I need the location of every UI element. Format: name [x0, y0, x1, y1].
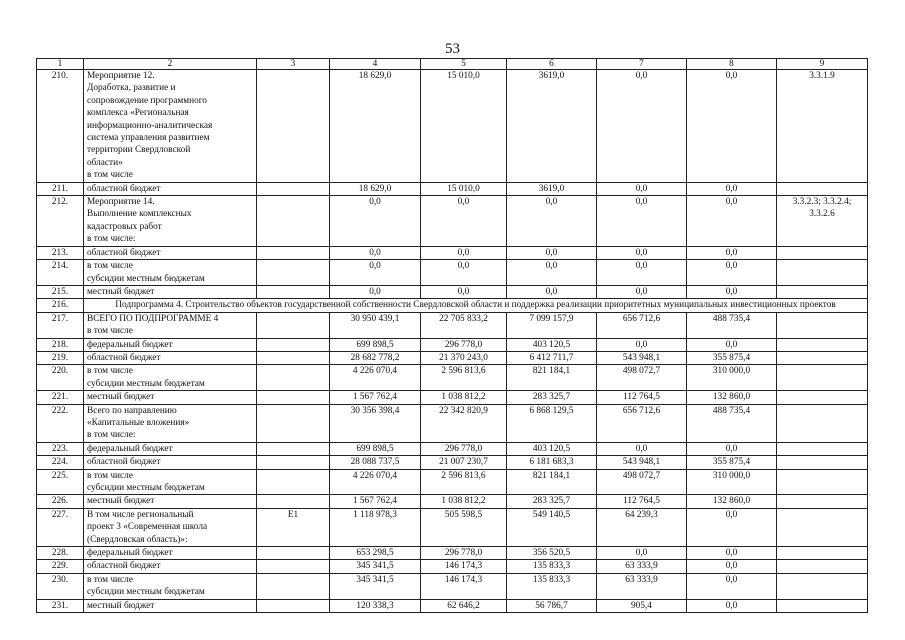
amount-4: 699 898,5: [330, 338, 421, 351]
amount-7: 0,0: [597, 70, 687, 183]
item-name: [84, 469, 257, 495]
item-name-line: в том числе:: [87, 430, 136, 441]
target-indicator: [777, 260, 868, 286]
amount-7: 63 333,9: [597, 573, 687, 599]
amount-7: 0,0: [597, 196, 687, 247]
project-code: [257, 182, 330, 195]
item-name-line: субсидии местным бюджетам: [87, 483, 205, 493]
amount-4: 4 226 070,4: [330, 365, 421, 391]
table-row: [37, 312, 868, 338]
amount-4: 1 567 762,4: [330, 391, 421, 404]
amount-4: 345 341,5: [330, 573, 421, 599]
amount-7: 656 712,6: [597, 312, 687, 338]
target-indicator-line: 3.3.2.6: [809, 209, 835, 220]
amount-8: 0,0: [687, 70, 777, 183]
amount-6: 7 099 157,9: [507, 312, 597, 338]
subprogram-title: Подпрограмма 4. Строительство объектов государственной собственности Свердловской области и поддержка реализации приоритетных муниципальных инвестиционных проектов: [84, 299, 868, 312]
row-number: 216.: [37, 299, 84, 312]
row-number: 212.: [37, 196, 84, 247]
table-row: [37, 599, 868, 612]
amount-5: 21 007 230,7: [421, 456, 507, 469]
item-name-line: федеральный бюджет: [87, 443, 173, 454]
item-name-line: местный бюджет: [87, 286, 155, 297]
amount-7: 0,0: [597, 182, 687, 195]
amount-8: 310 000,0: [687, 365, 777, 391]
amount-5: 1 038 812,2: [421, 495, 507, 508]
amount-4: 699 898,5: [330, 442, 421, 455]
table-row: [37, 285, 868, 298]
item-name: [84, 365, 257, 391]
amount-7: 656 712,6: [597, 404, 687, 442]
row-number: 222.: [37, 404, 84, 442]
item-name-line: местный бюджет: [87, 496, 155, 507]
target-indicator-line: 3.3.2.3; 3.3.2.4;: [792, 197, 852, 208]
table-row: [37, 246, 868, 259]
amount-6: 6 868 129,5: [507, 404, 597, 442]
row-number: 218.: [37, 338, 84, 351]
item-name: [84, 246, 257, 259]
amount-7: 0,0: [597, 285, 687, 298]
item-name-line: областной бюджет: [87, 247, 161, 258]
item-name-line: в том числе: [87, 470, 133, 481]
item-name-line: информационно-аналитическая: [87, 120, 213, 131]
item-name-line: Доработка, развитие и: [87, 83, 176, 94]
column-header: 3: [257, 59, 330, 70]
project-code: [257, 285, 330, 298]
amount-7: 498 072,7: [597, 365, 687, 391]
table-row: [37, 442, 868, 455]
row-number: 230.: [37, 573, 84, 599]
amount-4: 30 950 439,1: [330, 312, 421, 338]
table-row: [37, 365, 868, 391]
item-name: [84, 70, 257, 183]
item-name-line: В том числе региональный: [87, 509, 194, 520]
amount-8: 0,0: [687, 573, 777, 599]
amount-6: 56 786,7: [507, 599, 597, 612]
amount-7: 63 333,9: [597, 560, 687, 573]
item-name-line: в том числе: [87, 261, 133, 272]
amount-8: 0,0: [687, 599, 777, 612]
target-indicator: [777, 560, 868, 573]
row-number: 217.: [37, 312, 84, 338]
row-number: 215.: [37, 285, 84, 298]
amount-4: 18 629,0: [330, 70, 421, 183]
amount-8: 132 860,0: [687, 495, 777, 508]
amount-5: 296 778,0: [421, 547, 507, 560]
column-header: 7: [597, 59, 687, 70]
amount-7: 543 948,1: [597, 456, 687, 469]
amount-7: 543 948,1: [597, 351, 687, 364]
amount-7: 0,0: [597, 260, 687, 286]
item-name-line: в том числе: [87, 170, 133, 181]
amount-5: 0,0: [421, 260, 507, 286]
column-header: 9: [777, 59, 868, 70]
subprogram-row: [37, 299, 868, 312]
amount-7: 112 764,5: [597, 391, 687, 404]
amount-8: 132 860,0: [687, 391, 777, 404]
table-row: [37, 560, 868, 573]
amount-7: 0,0: [597, 442, 687, 455]
target-indicator: [777, 246, 868, 259]
column-header: 6: [507, 59, 597, 70]
target-indicator: [777, 404, 868, 442]
amount-5: 2 596 813,6: [421, 365, 507, 391]
amount-4: 18 629,0: [330, 182, 421, 195]
project-code: [257, 573, 330, 599]
amount-6: 6 181 683,3: [507, 456, 597, 469]
amount-5: 1 038 812,2: [421, 391, 507, 404]
item-name-line: областной бюджет: [87, 183, 161, 194]
item-name: [84, 312, 257, 338]
amount-5: 62 646,2: [421, 599, 507, 612]
target-indicator-line: 3.3.1.9: [809, 71, 835, 81]
amount-6: 821 184,1: [507, 469, 597, 495]
table-row: [37, 338, 868, 351]
amount-5: 0,0: [421, 285, 507, 298]
row-number: 219.: [37, 351, 84, 364]
project-code: [257, 351, 330, 364]
project-code: [257, 442, 330, 455]
item-name-line: местный бюджет: [87, 392, 155, 403]
column-header: 4: [330, 59, 421, 70]
amount-4: 1 118 978,3: [330, 508, 421, 546]
table-row: [37, 469, 868, 495]
item-name-line: области»: [87, 157, 123, 168]
item-name-line: сопровождение программного: [87, 95, 207, 106]
amount-4: 28 088 737,5: [330, 456, 421, 469]
table-row: [37, 547, 868, 560]
amount-4: 0,0: [330, 285, 421, 298]
item-name-line: субсидии местным бюджетам: [87, 273, 205, 284]
row-number: 225.: [37, 469, 84, 495]
item-name: [84, 196, 257, 247]
item-name: [84, 508, 257, 546]
item-name: [84, 338, 257, 351]
amount-4: 0,0: [330, 246, 421, 259]
table-row: [37, 404, 868, 442]
amount-5: 21 370 243,0: [421, 351, 507, 364]
amount-7: 498 072,7: [597, 469, 687, 495]
amount-6: 821 184,1: [507, 365, 597, 391]
amount-8: 488 735,4: [687, 404, 777, 442]
item-name: [84, 404, 257, 442]
table-row: [37, 508, 868, 546]
amount-4: 120 338,3: [330, 599, 421, 612]
amount-8: 355 875,4: [687, 456, 777, 469]
table-row: [37, 182, 868, 195]
row-number: 211.: [37, 182, 84, 195]
table-row: [37, 495, 868, 508]
project-code: [257, 404, 330, 442]
item-name: [84, 456, 257, 469]
item-name-line: в том числе: [87, 366, 133, 377]
project-code: [257, 312, 330, 338]
item-name: [84, 391, 257, 404]
target-indicator: [777, 469, 868, 495]
row-number: 221.: [37, 391, 84, 404]
table-row: [37, 351, 868, 364]
row-number: 210.: [37, 70, 84, 183]
column-header: 1: [37, 59, 84, 70]
table-row: [37, 260, 868, 286]
item-name: [84, 442, 257, 455]
target-indicator: [777, 70, 868, 183]
item-name-line: в том числе: [87, 574, 133, 585]
project-code: Е1: [257, 508, 330, 546]
item-name: [84, 547, 257, 560]
amount-8: 0,0: [687, 285, 777, 298]
target-indicator: [777, 456, 868, 469]
amount-4: 345 341,5: [330, 560, 421, 573]
amount-8: 310 000,0: [687, 469, 777, 495]
amount-4: 0,0: [330, 196, 421, 247]
table-row: [37, 456, 868, 469]
project-code: [257, 338, 330, 351]
column-header: 2: [84, 59, 257, 70]
amount-7: 0,0: [597, 547, 687, 560]
amount-4: 30 356 398,4: [330, 404, 421, 442]
amount-5: 296 778,0: [421, 442, 507, 455]
item-name-line: в том числе:: [87, 234, 136, 245]
amount-6: 0,0: [507, 196, 597, 247]
target-indicator: [777, 391, 868, 404]
amount-5: 15 010,0: [421, 182, 507, 195]
item-name: [84, 285, 257, 298]
amount-8: 0,0: [687, 182, 777, 195]
item-name: [84, 260, 257, 286]
row-number: 213.: [37, 246, 84, 259]
target-indicator: [777, 338, 868, 351]
amount-5: 0,0: [421, 246, 507, 259]
item-name-line: федеральный бюджет: [87, 339, 173, 350]
project-code: [257, 560, 330, 573]
target-indicator: [777, 182, 868, 195]
item-name-line: областной бюджет: [87, 352, 161, 363]
item-name-line: система управления развитием: [87, 133, 210, 144]
amount-6: 549 140,5: [507, 508, 597, 546]
row-number: 228.: [37, 547, 84, 560]
row-number: 229.: [37, 560, 84, 573]
amount-5: 15 010,0: [421, 70, 507, 183]
amount-4: 1 567 762,4: [330, 495, 421, 508]
amount-4: 28 682 778,2: [330, 351, 421, 364]
item-name: [84, 599, 257, 612]
amount-5: 296 778,0: [421, 338, 507, 351]
item-name-line: Мероприятие 12.: [87, 71, 155, 81]
amount-6: 3619,0: [507, 182, 597, 195]
amount-7: 905,4: [597, 599, 687, 612]
amount-8: 0,0: [687, 338, 777, 351]
column-header: 8: [687, 59, 777, 70]
item-name-line: (Свердловская область)»:: [87, 534, 188, 545]
table-row: [37, 196, 868, 247]
amount-4: 0,0: [330, 260, 421, 286]
target-indicator: [777, 312, 868, 338]
row-number: 223.: [37, 442, 84, 455]
item-name: [84, 182, 257, 195]
amount-4: 653 298,5: [330, 547, 421, 560]
project-code: [257, 469, 330, 495]
item-name-line: местный бюджет: [87, 600, 155, 611]
item-name-line: субсидии местным бюджетам: [87, 587, 205, 598]
amount-6: 6 412 711,7: [507, 351, 597, 364]
project-code: [257, 599, 330, 612]
row-number: 231.: [37, 599, 84, 612]
amount-6: 0,0: [507, 260, 597, 286]
amount-5: 146 174,3: [421, 560, 507, 573]
amount-8: 0,0: [687, 260, 777, 286]
column-number-row: [37, 59, 868, 70]
project-code: [257, 391, 330, 404]
amount-6: 135 833,3: [507, 560, 597, 573]
item-name-line: проект 3 «Современная школа: [87, 522, 208, 533]
item-name: [84, 351, 257, 364]
table-row: [37, 70, 868, 183]
amount-5: 2 596 813,6: [421, 469, 507, 495]
amount-6: 403 120,5: [507, 338, 597, 351]
amount-4: 4 226 070,4: [330, 469, 421, 495]
item-name-line: федеральный бюджет: [87, 548, 173, 559]
target-indicator: [777, 442, 868, 455]
amount-5: 22 705 833,2: [421, 312, 507, 338]
amount-6: 283 325,7: [507, 391, 597, 404]
item-name-line: «Капитальные вложения»: [87, 417, 190, 428]
item-name-line: комплекса «Региональная: [87, 108, 189, 119]
amount-6: 403 120,5: [507, 442, 597, 455]
row-number: 227.: [37, 508, 84, 546]
target-indicator: [777, 508, 868, 546]
amount-8: 0,0: [687, 560, 777, 573]
item-name-line: областной бюджет: [87, 457, 161, 468]
amount-6: 283 325,7: [507, 495, 597, 508]
target-indicator: [777, 573, 868, 599]
amount-6: 3619,0: [507, 70, 597, 183]
item-name: [84, 560, 257, 573]
item-name-line: в том числе: [87, 326, 133, 337]
table-row: [37, 391, 868, 404]
row-number: 220.: [37, 365, 84, 391]
budget-table: [36, 58, 868, 613]
amount-5: 0,0: [421, 196, 507, 247]
target-indicator: [777, 196, 868, 247]
item-name-line: Выполнение комплексных: [87, 209, 192, 220]
amount-8: 0,0: [687, 246, 777, 259]
row-number: 224.: [37, 456, 84, 469]
row-number: 226.: [37, 495, 84, 508]
project-code: [257, 456, 330, 469]
project-code: [257, 246, 330, 259]
item-name-line: Мероприятие 14.: [87, 197, 155, 208]
amount-8: 0,0: [687, 196, 777, 247]
target-indicator: [777, 547, 868, 560]
item-name-line: кадастровых работ: [87, 221, 162, 232]
target-indicator: [777, 365, 868, 391]
target-indicator: [777, 285, 868, 298]
amount-5: 146 174,3: [421, 573, 507, 599]
amount-7: 0,0: [597, 246, 687, 259]
project-code: [257, 495, 330, 508]
amount-8: 355 875,4: [687, 351, 777, 364]
amount-6: 0,0: [507, 246, 597, 259]
column-header: 5: [421, 59, 507, 70]
project-code: [257, 365, 330, 391]
target-indicator: [777, 599, 868, 612]
amount-5: 505 598,5: [421, 508, 507, 546]
item-name-line: областной бюджет: [87, 561, 161, 572]
item-name-line: Всего по направлению: [87, 405, 177, 416]
item-name-line: субсидии местным бюджетам: [87, 378, 205, 389]
amount-6: 0,0: [507, 285, 597, 298]
item-name: [84, 573, 257, 599]
amount-8: 488 735,4: [687, 312, 777, 338]
target-indicator: [777, 495, 868, 508]
project-code: [257, 547, 330, 560]
table-row: [37, 573, 868, 599]
project-code: [257, 196, 330, 247]
project-code: [257, 260, 330, 286]
amount-8: 0,0: [687, 547, 777, 560]
amount-7: 64 239,3: [597, 508, 687, 546]
page-number: 53: [445, 41, 460, 57]
item-name: [84, 495, 257, 508]
amount-5: 22 342 820,9: [421, 404, 507, 442]
row-number: 214.: [37, 260, 84, 286]
amount-8: 0,0: [687, 508, 777, 546]
amount-7: 0,0: [597, 338, 687, 351]
target-indicator: [777, 351, 868, 364]
amount-8: 0,0: [687, 442, 777, 455]
project-code: [257, 70, 330, 183]
item-name-line: ВСЕГО ПО ПОДПРОГРАММЕ 4: [87, 313, 219, 324]
amount-6: 135 833,3: [507, 573, 597, 599]
item-name-line: территории Свердловской: [87, 145, 191, 156]
amount-6: 356 520,5: [507, 547, 597, 560]
amount-7: 112 764,5: [597, 495, 687, 508]
